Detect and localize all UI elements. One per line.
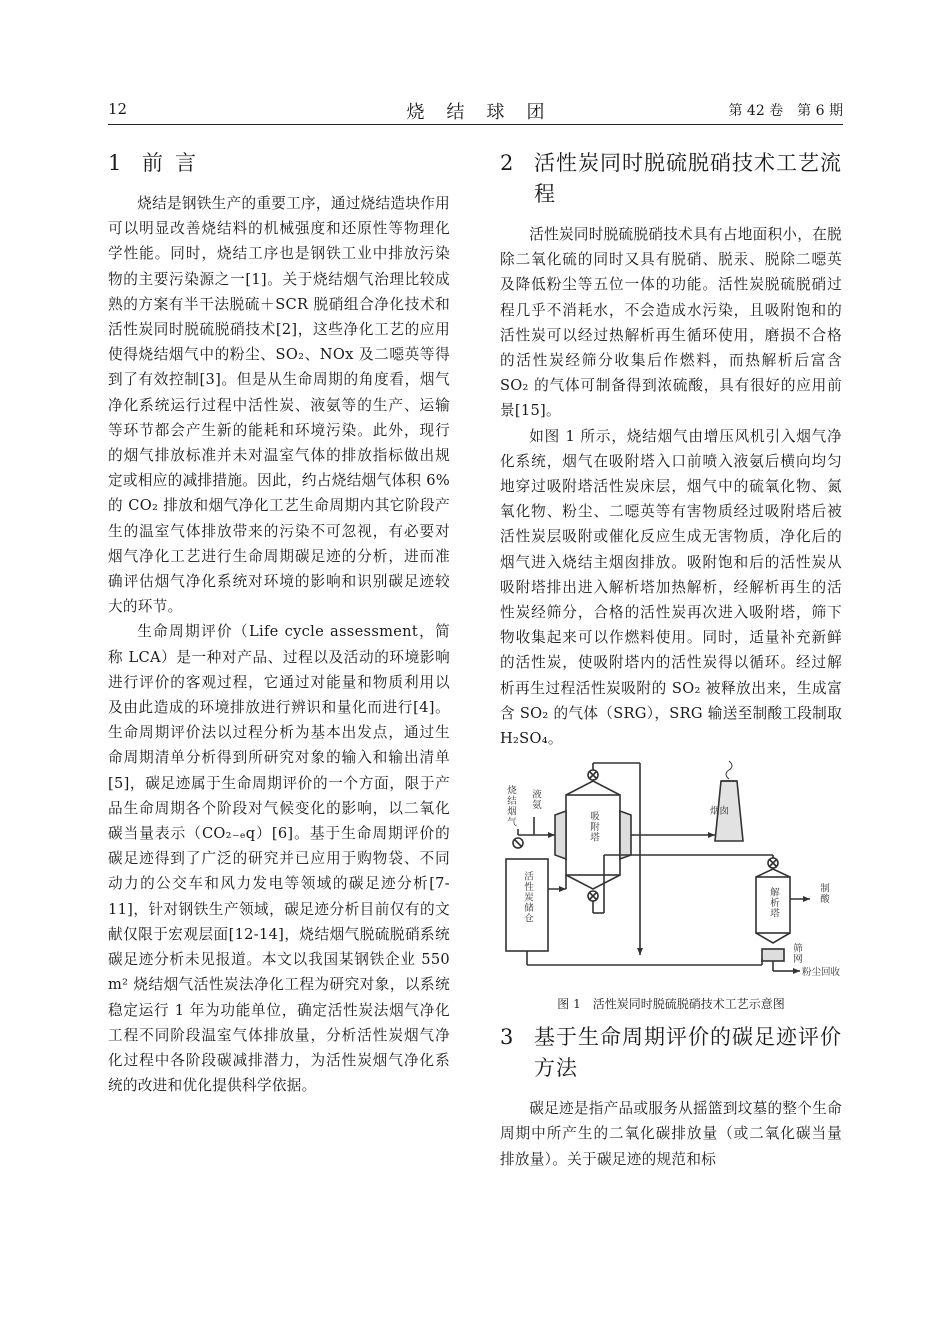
section-title: 活性炭同时脱硫脱硝技术工艺流程 (534, 151, 842, 206)
acid-label: 制酸 (818, 883, 829, 905)
dust-recovery-label: 粉尘回收 (802, 967, 841, 979)
silo-label: 活性炭储仓 (522, 871, 533, 924)
figure-caption: 图 1 活性炭同时脱硫脱硝技术工艺示意图 (557, 997, 785, 1012)
ammonia-label: 液氨 (530, 789, 541, 811)
paragraph: 生命周期评价（Life cycle assessment，简称 LCA）是一种对产品、过程以及活动的环境影响进行评价的客观过程，它通过对能量和物质利用以及由此造成的环境排放进行辨识和量化而进行[4]。生命周期评价法以过程分析为基本出发点，通过生命周期清单分析得到所研究对象的输入和输出清单[5]，碳足迹属于生命周期评价的一个方面，限于产品生命周期各个阶段对气候变化的影响，以二氧化碳当量表示（CO₂₋ₑq）[6]。基于生命周期评价的碳足迹得到了广泛的研究并已应用于购物袋、不同动力的公交车和风力发电等领域的碳足迹分析[7-11]，针对钢铁生产领域，碳足迹分析目前仅有的文献仅限于宏观层面[12-14]，烧结烟气脱硫脱硝系统碳足迹分析未见报道。本文以我国某钢铁企业 550 m² 烧结烟气活性炭法净化工程为研究对象，以系统稳定运行 1 年为功能单位，确定活性炭法烟气净化工程不同阶段温室气体排放量，分析活性炭烟气净化过程中各阶段碳减排潜力，为活性炭烟气净化系统的改进和优化提供科学依据。 (108, 623, 450, 1095)
adsorber-label: 吸附塔 (588, 811, 599, 843)
right-column (500, 148, 842, 1172)
section-number: 3 (500, 1025, 514, 1050)
page-number: 12 (108, 100, 128, 118)
page-header (108, 98, 843, 125)
process-diagram (500, 759, 842, 989)
section-3-heading (500, 1022, 842, 1084)
chimney-label: 烟囱 (710, 806, 730, 818)
screen-label: 筛网 (791, 943, 802, 965)
adsorber-hopper-shape (566, 875, 620, 889)
section-number: 1 (108, 151, 122, 175)
paragraph: 碳足迹是指产品或服务从摇篮到坟墓的整个生命周期中所产生的二氧化碳排放量（或二氧化碳当量排放量）。关于碳足迹的规范和标 (500, 1100, 842, 1168)
section-number: 2 (500, 151, 514, 175)
section-1-heading (108, 148, 450, 179)
paragraph: 如图 1 所示，烧结烟气由增压风机引入烟气净化系统，烟气在吸附塔入口前喷入液氨后横向均匀地穿过吸附塔活性炭床层，烟气中的硫氧化物、氮氧化物、粉尘、二噁英等有害物质经过吸附塔后被活性炭层吸附或催化反应生成无害物质，净化后的烟气进入烧结主烟囱排放。吸附饱和后的活性炭从吸附塔排出进入解析塔加热解析，经解析再生的活性炭经筛分，合格的活性炭再次进入吸附塔，筛下物收集起来可以作燃料使用。同时，适量补充新鲜的活性炭，使吸附塔内的活性炭得以循环。经过解析再生过程活性炭吸附的 SO₂ 被释放出来，生成富含 SO₂ 的气体（SRG），SRG 输送至制酸工段制取 H₂SO₄。 (500, 427, 842, 748)
flue-gas-label: 烧结烟气 (505, 785, 516, 828)
issue-label: 第 42 卷 第 6 期 (728, 103, 843, 119)
desorber-label: 解析塔 (768, 887, 779, 919)
section-title: 基于生命周期评价的碳足迹评价方法 (534, 1025, 842, 1081)
screen-shape (762, 949, 784, 961)
journal-title: 烧结球团 (406, 102, 567, 123)
paragraph: 烧结是钢铁生产的重要工序，通过烧结造块作用可以明显改善烧结料的机械强度和还原性等物理化学性能。同时，烧结工序也是钢铁工业中排放污染物的主要污染源之一[1]。关于烧结烟气治理比较成熟的方案有半干法脱硫＋SCR 脱硝组合净化技术和活性炭同时脱硫脱硝技术[2]，这些净化工艺的应用使得烧结烟气中的粉尘、SO₂、NOx 及二噁英等得到了有效控制[3]。但是从生命周期的角度看，烟气净化系统运行过程中活性炭、液氨等的生产、运输等环节都会产生新的能耗和环境污染。此外，现行的烟气排放标准并未对温室气体的排放指标做出规定或相应的减排措施。因此，约占烧结烟气体积 6% 的 CO₂ 排放和烟气净化工艺生命周期内其它阶段产生的温室气体排放带来的污染不可忽视，有必要对烟气净化工艺进行生命周期碳足迹的分析，进而准确评估烟气净化系统对环境的影响和识别碳足迹较大的环节。 (108, 195, 450, 616)
section-2-heading (500, 148, 842, 210)
left-column (108, 148, 450, 1098)
paragraph: 活性炭同时脱硫脱硝技术具有占地面积小，在脱除二氧化硫的同时又具有脱硝、脱汞、脱除二噁英及降低粉尘等五位一体的功能。活性炭脱硫脱硝过程几乎不消耗水，不会造成水污染，且吸附饱和的活性炭可以经过热解析再生循环使用，磨损不合格的活性炭经筛分收集后作燃料，而热解析后富含 SO₂ 的气体可制备得到浓硫酸，具有很好的应用前景[15]。 (500, 226, 842, 420)
section-title: 前言 (142, 151, 208, 175)
